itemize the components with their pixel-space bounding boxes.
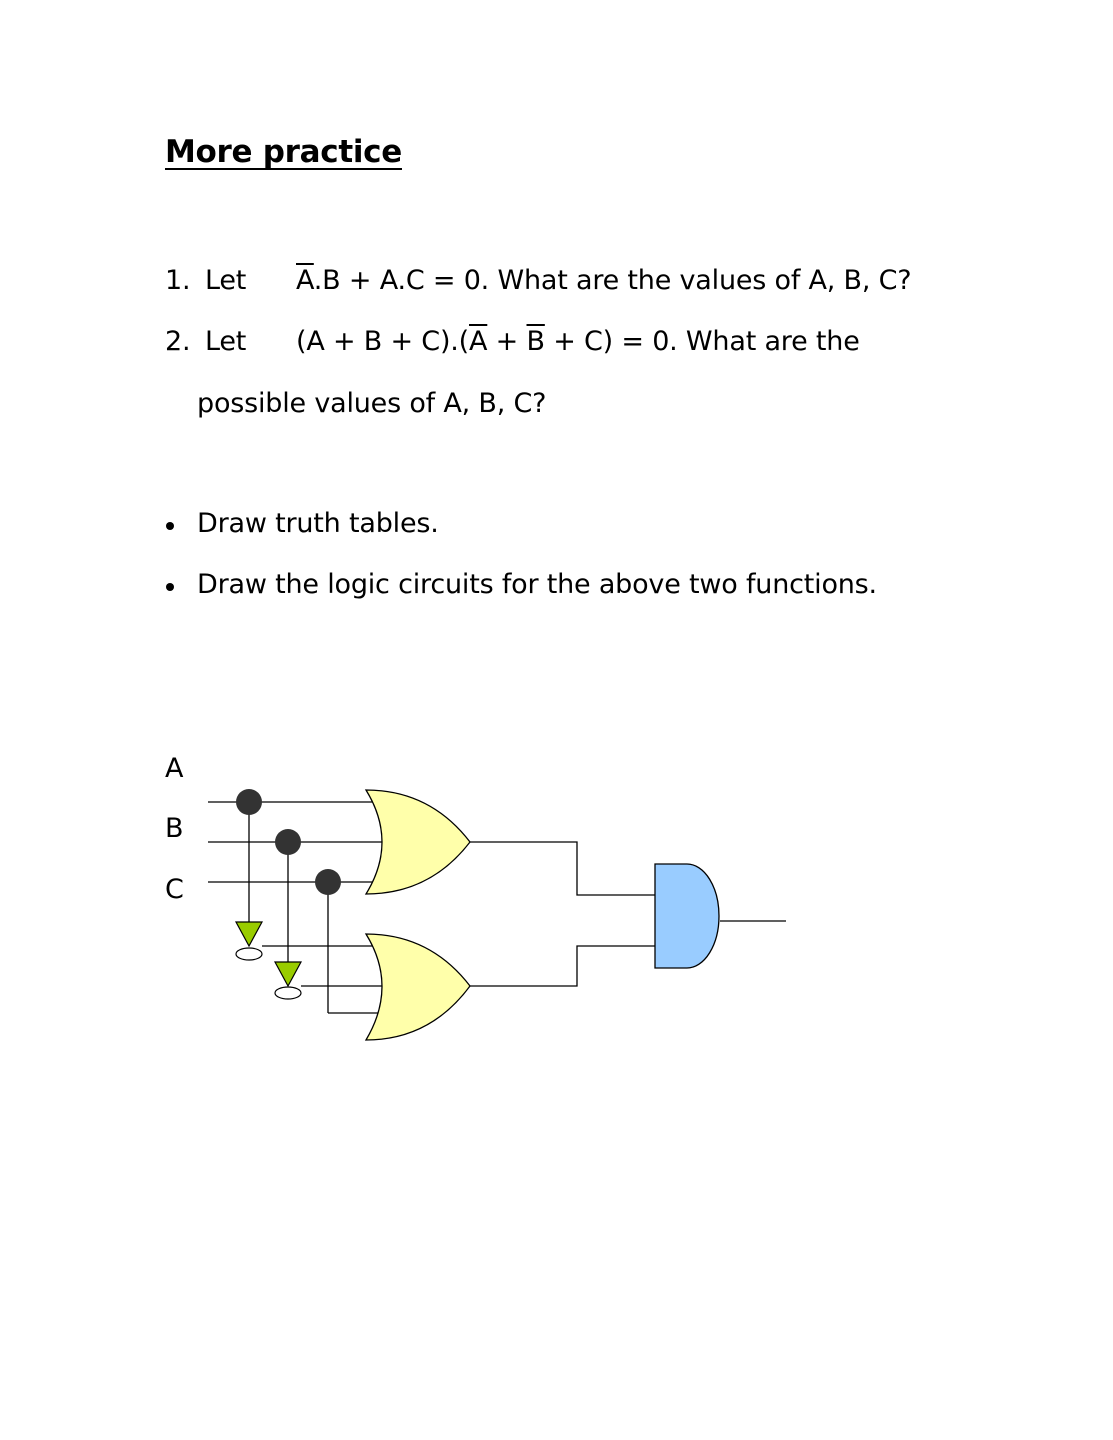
not-a-term: $\overline{A}$ bbox=[296, 265, 314, 296]
input-label-a: A bbox=[165, 753, 184, 784]
junction-b bbox=[275, 829, 301, 855]
expr-part-2: + bbox=[487, 326, 527, 357]
question-2-lead: Let bbox=[205, 326, 247, 357]
and-gate bbox=[655, 864, 719, 968]
or-gate-upper bbox=[366, 790, 470, 894]
expr-part-3: + C) = 0. What are the bbox=[544, 326, 860, 357]
wire-or2-out bbox=[470, 946, 655, 986]
inverter-a bbox=[236, 922, 262, 946]
question-2-number: 2. bbox=[165, 326, 191, 357]
not-b-term: $\overline{B}$ bbox=[526, 326, 545, 357]
inverter-bubble-b bbox=[275, 987, 301, 999]
bullet-item: Draw truth tables. bbox=[197, 508, 439, 539]
expr-part-1: (A + B + C).( bbox=[296, 326, 470, 357]
inverter-b bbox=[275, 962, 301, 986]
question-1-number: 1. bbox=[165, 265, 191, 296]
input-label-b: B bbox=[165, 813, 184, 844]
not-a-term: $\overline{A}$ bbox=[469, 326, 488, 357]
inverter-bubble-a bbox=[236, 948, 262, 960]
page-title: More practice bbox=[165, 134, 402, 170]
junction-c bbox=[315, 869, 341, 895]
question-1-lead: Let bbox=[205, 265, 247, 296]
input-label-c: C bbox=[165, 874, 184, 905]
question-2-continuation: possible values of A, B, C? bbox=[197, 388, 547, 419]
or-gate-lower bbox=[366, 934, 470, 1040]
junction-a bbox=[236, 789, 262, 815]
question-1-text: .B + A.C = 0. What are the values of A, B, C? bbox=[313, 265, 912, 296]
bullet-item: Draw the logic circuits for the above two functions. bbox=[197, 569, 877, 600]
wire-or1-out bbox=[470, 842, 655, 895]
